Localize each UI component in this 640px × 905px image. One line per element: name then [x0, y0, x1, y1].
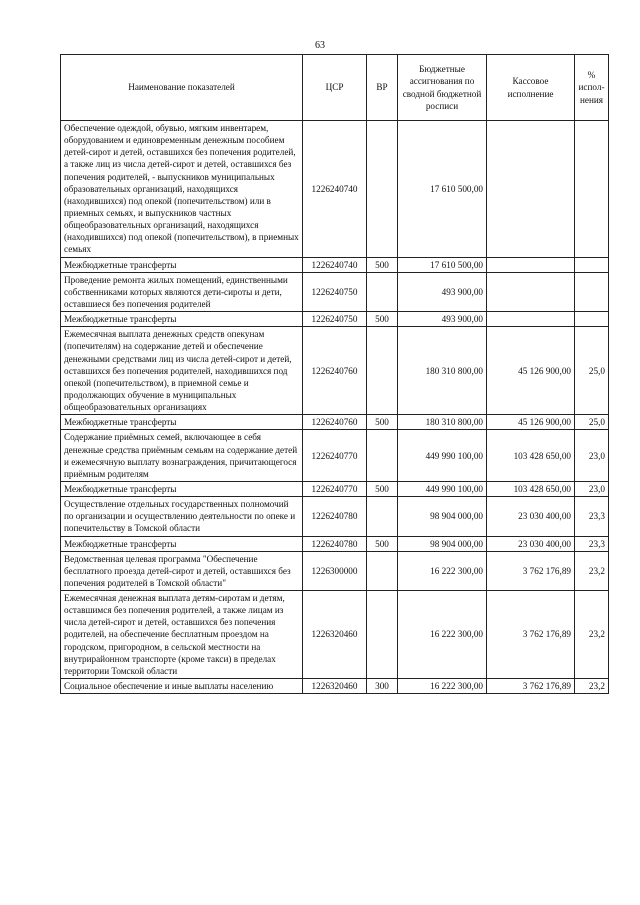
cell-assignments: 16 222 300,00 [398, 679, 487, 694]
cell-pct [575, 121, 609, 258]
header-pct: % испол- нения [575, 55, 609, 121]
header-vr: ВР [367, 55, 398, 121]
cell-assignments: 180 310 800,00 [398, 327, 487, 415]
cell-vr [367, 121, 398, 258]
cell-csr: 1226240760 [303, 327, 367, 415]
cell-cash: 3 762 176,89 [487, 551, 575, 590]
cell-cash: 3 762 176,89 [487, 679, 575, 694]
cell-assignments: 449 990 100,00 [398, 430, 487, 482]
cell-name: Межбюджетные трансферты [61, 415, 303, 430]
cell-name: Ведомственная целевая программа "Обеспечение бесплатного проезда детей-сирот и детей, оставшихся без попечения родителей в Томской области" [61, 551, 303, 590]
cell-assignments: 16 222 300,00 [398, 591, 487, 679]
table-body [61, 121, 609, 694]
table-row [61, 551, 609, 590]
table-row [61, 536, 609, 551]
cell-pct: 23,0 [575, 481, 609, 496]
table-row [61, 312, 609, 327]
table-row [61, 591, 609, 679]
cell-name: Межбюджетные трансферты [61, 312, 303, 327]
cell-name: Межбюджетные трансферты [61, 481, 303, 496]
cell-assignments: 17 610 500,00 [398, 121, 487, 258]
cell-cash [487, 312, 575, 327]
table-row [61, 121, 609, 258]
cell-assignments: 98 904 000,00 [398, 497, 487, 536]
cell-cash: 3 762 176,89 [487, 591, 575, 679]
cell-vr [367, 497, 398, 536]
table-row [61, 481, 609, 496]
cell-cash [487, 121, 575, 258]
table-header-row [61, 55, 609, 121]
budget-table [60, 54, 609, 694]
cell-vr: 500 [367, 415, 398, 430]
cell-name: Проведение ремонта жилых помещений, единственными собственниками которых являются дети-сироты и дети, оставшиеся без попечения родителей [61, 272, 303, 311]
header-assignments: Бюджетные ассигнования по сводной бюджетной росписи [398, 55, 487, 121]
cell-pct: 23,2 [575, 551, 609, 590]
cell-csr: 1226320460 [303, 591, 367, 679]
cell-vr: 500 [367, 257, 398, 272]
cell-csr: 1226240760 [303, 415, 367, 430]
table-row [61, 415, 609, 430]
cell-csr: 1226240770 [303, 430, 367, 482]
cell-vr: 500 [367, 536, 398, 551]
cell-assignments: 16 222 300,00 [398, 551, 487, 590]
cell-cash: 103 428 650,00 [487, 430, 575, 482]
cell-vr: 500 [367, 481, 398, 496]
cell-assignments: 449 990 100,00 [398, 481, 487, 496]
cell-csr: 1226320460 [303, 679, 367, 694]
cell-pct: 23,0 [575, 430, 609, 482]
cell-csr: 1226240740 [303, 257, 367, 272]
cell-assignments: 493 900,00 [398, 312, 487, 327]
header-name: Наименование показателей [61, 55, 303, 121]
cell-pct: 23,3 [575, 536, 609, 551]
cell-name: Осуществление отдельных государственных полномочий по организации и осуществлению деятельности по опеке и попечительству в Томской области [61, 497, 303, 536]
cell-vr: 300 [367, 679, 398, 694]
cell-cash: 45 126 900,00 [487, 327, 575, 415]
cell-csr: 1226240780 [303, 497, 367, 536]
cell-pct: 25,0 [575, 327, 609, 415]
cell-csr: 1226300000 [303, 551, 367, 590]
cell-vr: 500 [367, 312, 398, 327]
cell-vr [367, 327, 398, 415]
cell-pct: 23,2 [575, 591, 609, 679]
cell-pct [575, 312, 609, 327]
cell-name: Содержание приёмных семей, включающее в себя денежные средства приёмным семьям на содержание детей и ежемесячную выплату вознаграждения, причитающегося приёмным родителям [61, 430, 303, 482]
cell-pct: 25,0 [575, 415, 609, 430]
cell-cash: 45 126 900,00 [487, 415, 575, 430]
cell-cash: 103 428 650,00 [487, 481, 575, 496]
cell-pct: 23,2 [575, 679, 609, 694]
cell-csr: 1226240780 [303, 536, 367, 551]
cell-cash: 23 030 400,00 [487, 536, 575, 551]
cell-assignments: 180 310 800,00 [398, 415, 487, 430]
cell-vr [367, 591, 398, 679]
header-csr: ЦСР [303, 55, 367, 121]
table-row [61, 327, 609, 415]
cell-cash [487, 257, 575, 272]
cell-csr: 1226240770 [303, 481, 367, 496]
cell-csr: 1226240750 [303, 272, 367, 311]
cell-pct [575, 272, 609, 311]
cell-vr [367, 272, 398, 311]
cell-vr [367, 551, 398, 590]
cell-cash: 23 030 400,00 [487, 497, 575, 536]
cell-name: Обеспечение одеждой, обувью, мягким инвентарем, оборудованием и единовременным денежным пособием детей-сирот и детей, оставшихся без попечения родителей, а также лиц из числа детей-сирот и детей, оставшихся без попечения родителей, - выпускников муниципальных образовательных организаций, находящихся (находившихся) под опекой (попечительством) или в приемных семьях, и выпускников частных общеобразовательных организаций, находящихся (находившихся) под опекой (попечительством), в приемных семьях [61, 121, 303, 258]
cell-csr: 1226240750 [303, 312, 367, 327]
cell-assignments: 98 904 000,00 [398, 536, 487, 551]
cell-name: Межбюджетные трансферты [61, 257, 303, 272]
cell-csr: 1226240740 [303, 121, 367, 258]
cell-vr [367, 430, 398, 482]
table-row [61, 679, 609, 694]
cell-assignments: 493 900,00 [398, 272, 487, 311]
cell-cash [487, 272, 575, 311]
header-cash: Кассовое исполнение [487, 55, 575, 121]
cell-name: Ежемесячная денежная выплата детям-сиротам и детям, оставшимся без попечения родителей, а также лицам из числа детей-сирот и детей, оставшихся без попечения родителей, на обеспечение бесплатным проездом на городском, пригородном, в сельской местности на внутрирайонном транспорте (кроме такси) в пределах территории Томской области [61, 591, 303, 679]
table-row [61, 257, 609, 272]
cell-pct: 23,3 [575, 497, 609, 536]
cell-name: Межбюджетные трансферты [61, 536, 303, 551]
cell-assignments: 17 610 500,00 [398, 257, 487, 272]
cell-name: Социальное обеспечение и иные выплаты населению [61, 679, 303, 694]
page-number: 63 [315, 40, 325, 51]
table-row [61, 272, 609, 311]
cell-pct [575, 257, 609, 272]
table-row [61, 497, 609, 536]
cell-name: Ежемесячная выплата денежных средств опекунам (попечителям) на содержание детей и обеспечение денежными средствами лиц из числа детей-сирот и детей, оставшихся без попечения родителей, находившихся под опекой (попечительством), в приемной семье и продолжающих обучение в муниципальных общеобразовательных организациях [61, 327, 303, 415]
table-row [61, 430, 609, 482]
